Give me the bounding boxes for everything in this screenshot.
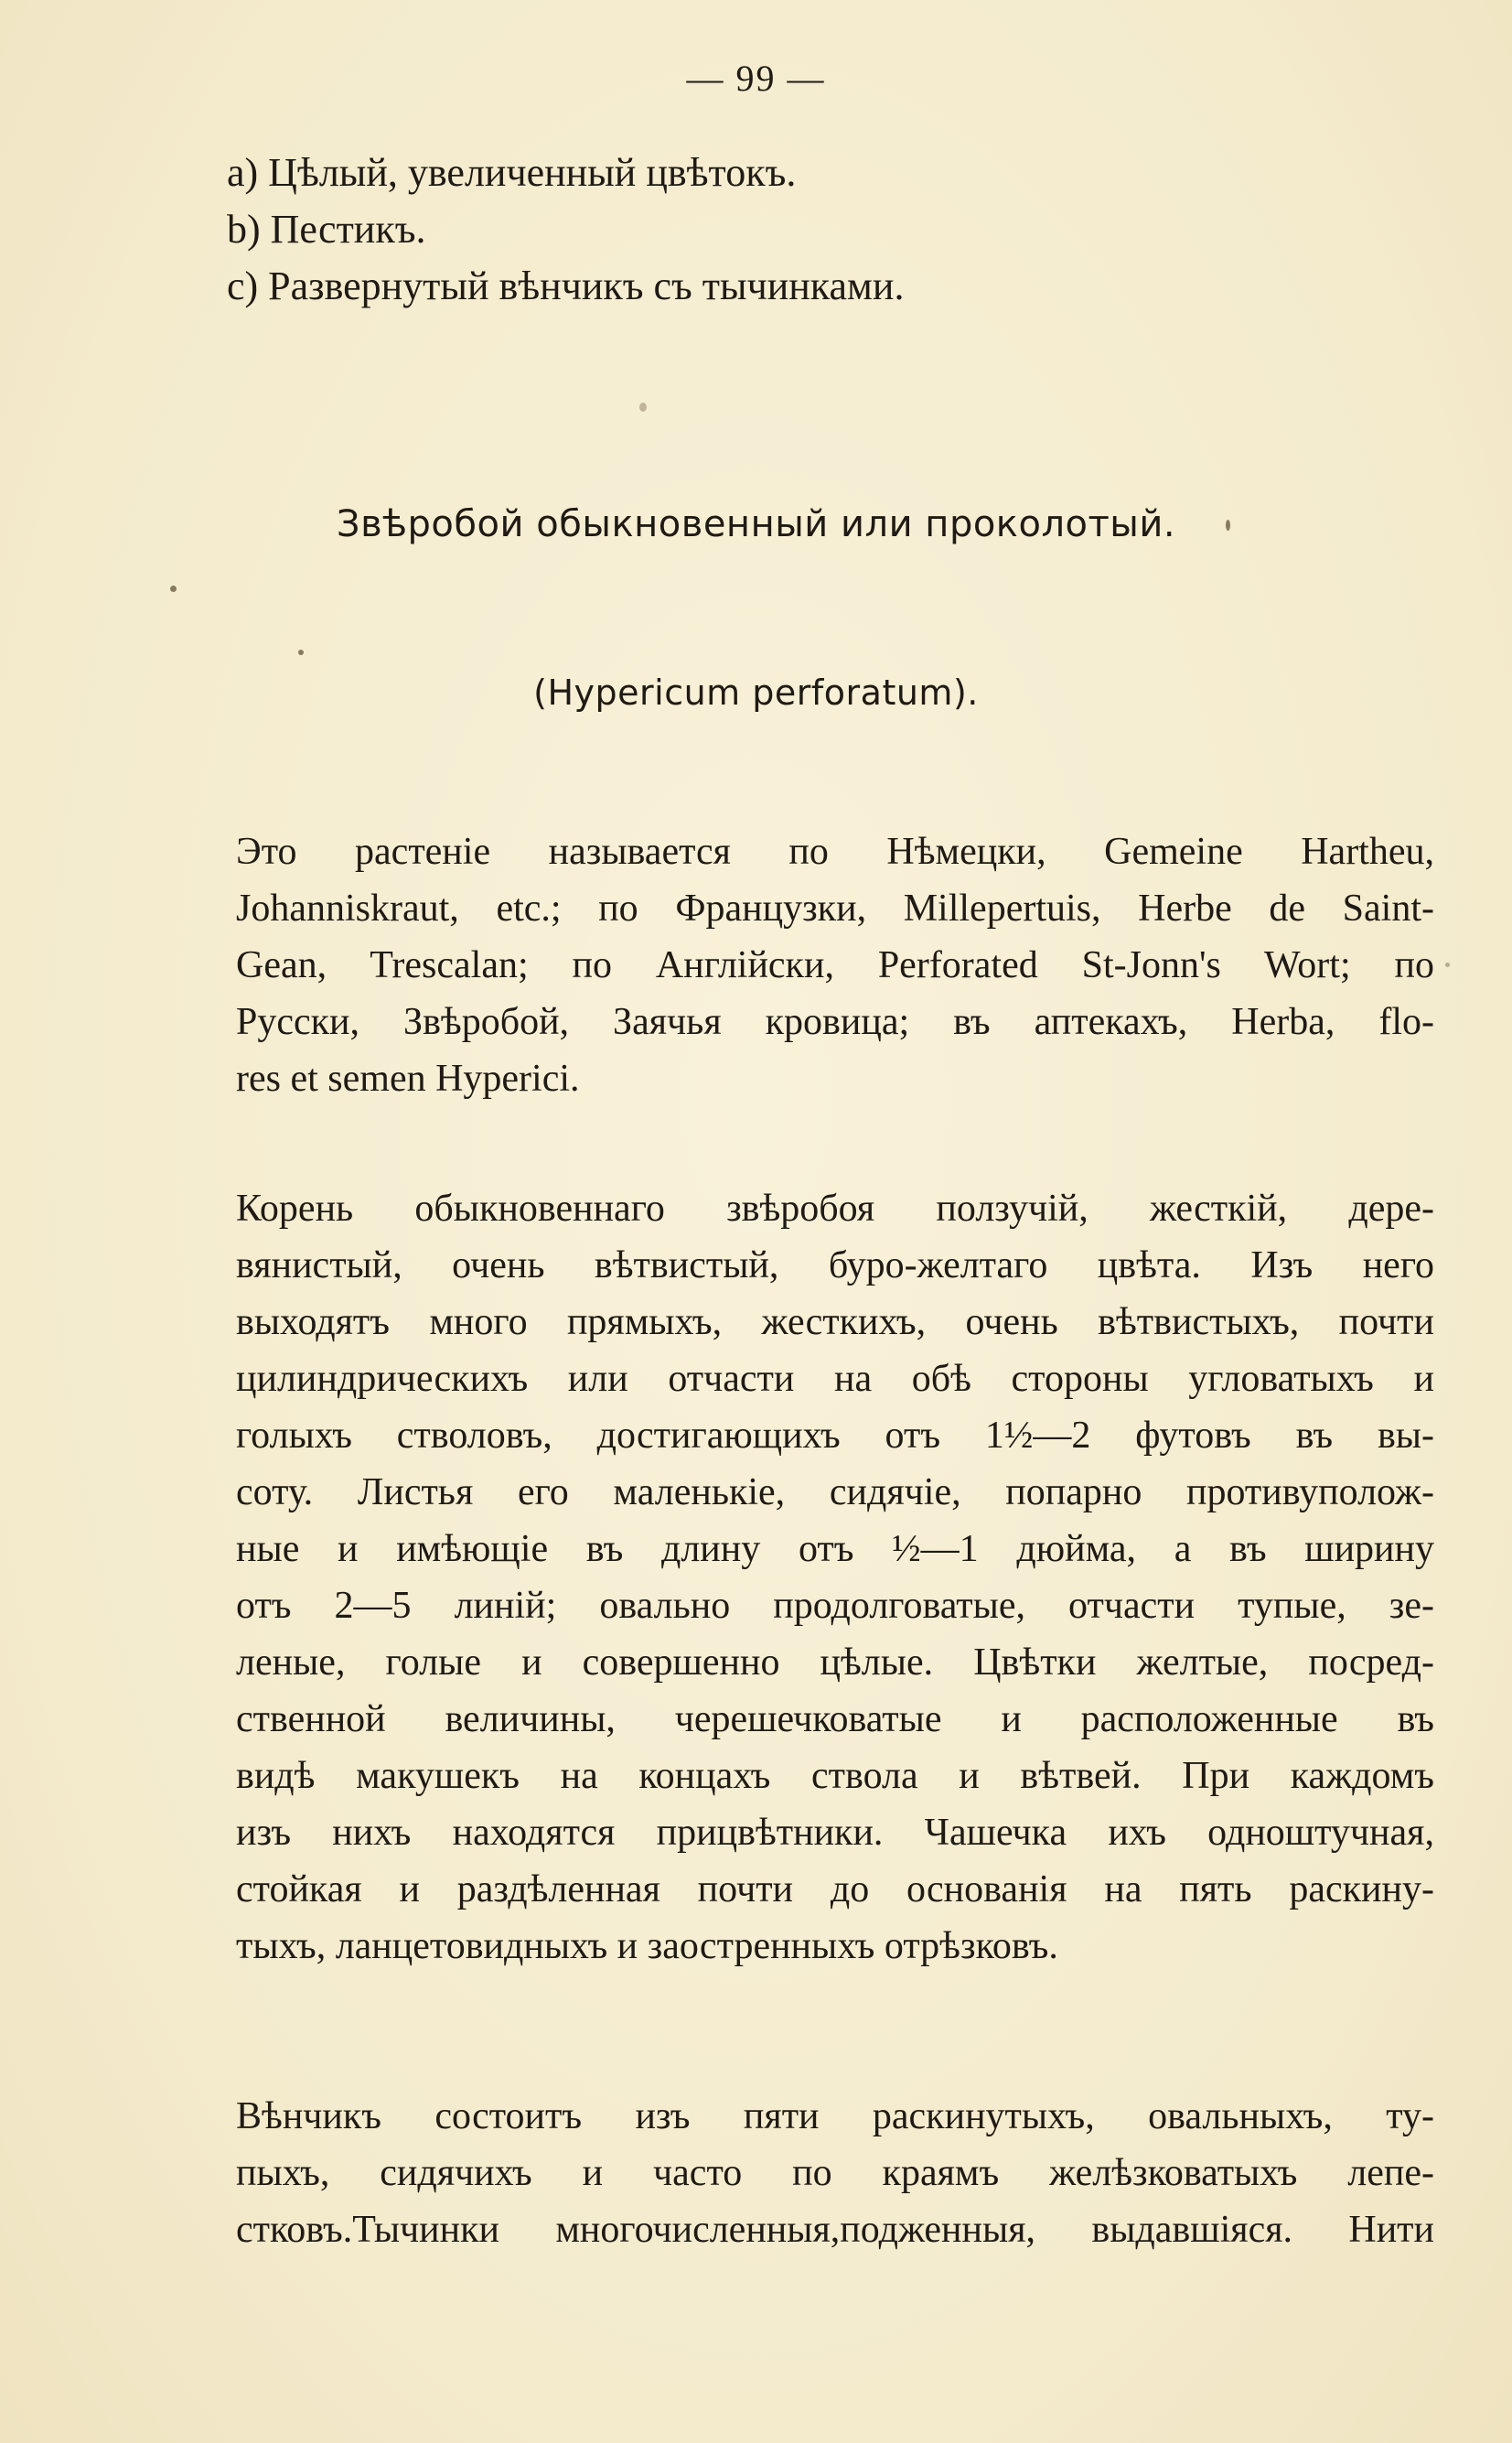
text-line: голыхъ стволовъ, достигающихъ отъ 1½—2 футовъ въ вы- [236,1415,1434,1457]
text-line: ственной величины, черешечковатые и расположенные въ [236,1698,1434,1740]
text-line: ные и имѣющіе въ длину отъ ½—1 дюйма, а въ ширину [236,1528,1434,1570]
text-line: Вѣнчикъ состоитъ изъ пяти раскинутыхъ, овальныхъ, ту- [236,2095,1434,2137]
legend-item-a: a) Цѣлый, увеличенный цвѣтокъ. [227,150,797,195]
paragraph-description [236,1180,1434,1975]
text-line: Gean, Trescalan; по Англійски, Perforated St-Jonn's Wort; по [236,944,1434,986]
paper-speck [1445,963,1450,967]
text-line: стойкая и раздѣленная почти до основанія на пять раскину- [236,1868,1434,1910]
page-number: — 99 — [686,58,826,99]
legend-item-c: c) Развернутый вѣнчикъ съ тычинками. [227,264,905,308]
paper-speck [1226,520,1230,531]
paper-speck [298,650,304,655]
text-line: соту. Листья его маленькіе, сидячіе, попарно противуполож- [236,1471,1434,1513]
text-line: Корень обыкновеннаго звѣробоя ползучій, жесткій, дере- [236,1188,1434,1230]
section-title: Звѣробой обыкновенный или проколотый. [336,503,1176,545]
text-line: вянистый, очень вѣтвистый, буро-желтаго цвѣта. Изъ него [236,1244,1434,1286]
figure-legend [227,145,904,315]
text-line: тыхъ, ланцетовидныхъ и заостренныхъ отрѣзковъ. [236,1925,1058,1967]
paper-speck [170,586,177,592]
text-line: res et semen Hyperici. [236,1058,580,1100]
paragraph-names [236,823,1434,1107]
text-line: цилиндрическихъ или отчасти на обѣ стороны угловатыхъ и [236,1358,1434,1400]
paper-speck [639,403,647,412]
section-latin-name: (Hypericum perforatum). [533,673,979,713]
text-line: стковъ.Тычинки многочисленныя,подженныя, выдавшіяся. Нити [236,2209,1434,2251]
text-line: Это растеніе называется по Нѣмецки, Gemeine Hartheu, [236,831,1434,873]
text-line: Johanniskraut, etc.; по Французки, Millepertuis, Herbe de Saint- [236,888,1434,930]
text-line: видѣ макушекъ на концахъ ствола и вѣтвей. При каждомъ [236,1755,1434,1797]
text-line: Русски, Звѣробой, Заячья кровица; въ аптекахъ, Herba, flo- [236,1001,1434,1043]
text-line: леные, голые и совершенно цѣлые. Цвѣтки желтые, посред- [236,1641,1434,1684]
text-line: пыхъ, сидячихъ и часто по краямъ желѣзковатыхъ лепе- [236,2152,1434,2194]
text-line: выходятъ много прямыхъ, жесткихъ, очень вѣтвистыхъ, почти [236,1301,1434,1343]
paragraph-corolla [236,2088,1434,2258]
legend-item-b: b) Пестикъ. [227,207,426,252]
text-line: изъ нихъ находятся прицвѣтники. Чашечка ихъ одноштучная, [236,1812,1434,1854]
text-line: отъ 2—5 линій; овально продолговатые, отчасти тупые, зе- [236,1585,1434,1627]
